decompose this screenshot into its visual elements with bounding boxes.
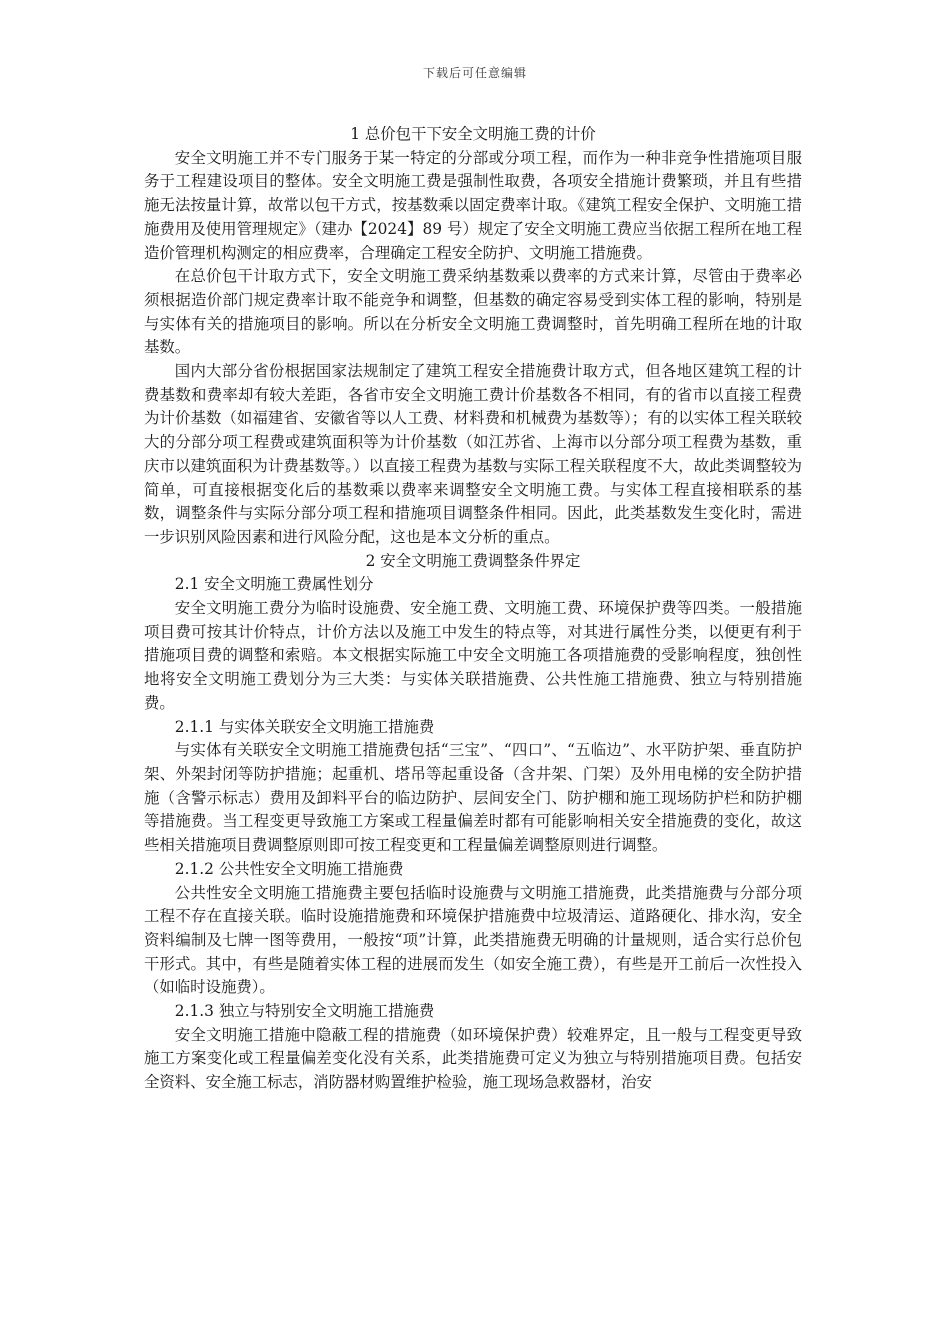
section-2-1-2-heading: 2.1.2 公共性安全文明施工措施费 <box>174 859 404 878</box>
header-note: 下载后可任意编辑 <box>422 66 527 80</box>
section-1-paragraph-2: 在总价包干计取方式下，安全文明施工费采纳基数乘以费率的方式来计算，尽管由于费率必须根据造价部门规定费率计取不能竞争和调整，但基数的确定容易受到实体工程的影响，特别是与实体有关的措施项目的影响。所以在分析安全文明施工费调整时，首先明确工程所在地的计取基数。 <box>144 267 802 357</box>
section-1-paragraph-1: 安全文明施工并不专门服务于某一特定的分部或分项工程，而作为一种非竞争性措施项目服务于工程建设项目的整体。安全文明施工费是强制性取费，各项安全措施计费繁琐，并且有些措施无法按量计算，故常以包干方式，按基数乘以固定费率计取。《建筑工程安全保护、文明施工措施费用及使用管理规定》（建办【2024】89 号）规定了安全文明施工费应当依据工程所在地工程造价管理机构测定的相应费率，合理确定工程安全防护、文明施工措施费。 <box>144 148 802 262</box>
section-1-heading: 1 总价包干下安全文明施工费的计价 <box>350 125 596 143</box>
section-1-paragraph-3: 国内大部分省份根据国家法规制定了建筑工程安全措施费计取方式，但各地区建筑工程的计费基数和费率却有较大差距，各省市安全文明施工费计价基数各不相同，有的省市以直接工程费为计价基数（如福建省、安徽省等以人工费、材料费和机械费为基数等）；有的以实体工程关联较大的分部分项工程费或建筑面积等为计价基数（如江苏省、上海市以分部分项工程费为基数，重庆市以建筑面积为计费基数等。）以直接工程费为基数与实际工程关联程度不大，故此类调整较为简单，可直接根据变化后的基数乘以费率来调整安全文明施工费。与实体工程直接相联系的基数，调整条件与实际分部分项工程和措施项目调整条件相同。因此，此类基数发生变化时，需进一步识别风险因素和进行风险分配，这也是本文分析的重点。 <box>144 362 802 546</box>
section-2-1-1-paragraph: 与实体有关联安全文明施工措施费包括“三宝”、“四口”、“五临边”、水平防护架、垂直防护架、外架封闭等防护措施；起重机、塔吊等起重设备（含井架、门架）及外用电梯的安全防护措施（含警示标志）费用及卸料平台的临边防护、层间安全门、防护棚和施工现场防护栏和防护棚等措施费。当工程变更导致施工方案或工程量偏差时都有可能影响相关安全措施费的变化，故这些相关措施项目费调整原则即可按工程变更和工程量偏差调整原则进行调整。 <box>144 741 802 855</box>
section-2-1-heading: 2.1 安全文明施工费属性划分 <box>174 575 374 594</box>
section-2-1-3-heading: 2.1.3 独立与特别安全文明施工措施费 <box>174 1002 435 1021</box>
section-2-1-1-heading: 2.1.1 与实体关联安全文明施工措施费 <box>174 717 435 736</box>
section-2-1-paragraph: 安全文明施工费分为临时设施费、安全施工费、文明施工费、环境保护费等四类。一般措施项目费可按其计价特点，计价方法以及施工中发生的特点等，对其进行属性分类，以便更有利于措施项目费的调整和索赔。本文根据实际施工中安全文明施工各项措施费的受影响程度，独创性地将安全文明施工费划分为三大类：与实体关联措施费、公共性施工措施费、独立与特别措施费。 <box>144 599 802 712</box>
document-body <box>144 123 802 1095</box>
section-2-heading: 2 安全文明施工费调整条件界定 <box>365 551 581 570</box>
section-2-1-3-paragraph: 安全文明施工措施中隐蔽工程的措施费（如环境保护费）较难界定，且一般与工程变更导致施工方案变化或工程量偏差变化没有关系，此类措施费可定义为独立与特别措施项目费。包括安全资料、安全施工标志，消防器材购置维护检验，施工现场急救器材，治安 <box>144 1025 802 1092</box>
section-2-1-2-paragraph: 公共性安全文明施工措施费主要包括临时设施费与文明施工措施费，此类措施费与分部分项工程不存在直接关联。临时设施措施费和环境保护措施费中垃圾清运、道路硬化、排水沟，安全资料编制及七牌一图等费用，一般按“项”计算，此类措施费无明确的计量规则，适合实行总价包干形式。其中，有些是随着实体工程的进展而发生（如安全施工费），有些是开工前后一次性投入（如临时设施费）。 <box>144 883 802 997</box>
